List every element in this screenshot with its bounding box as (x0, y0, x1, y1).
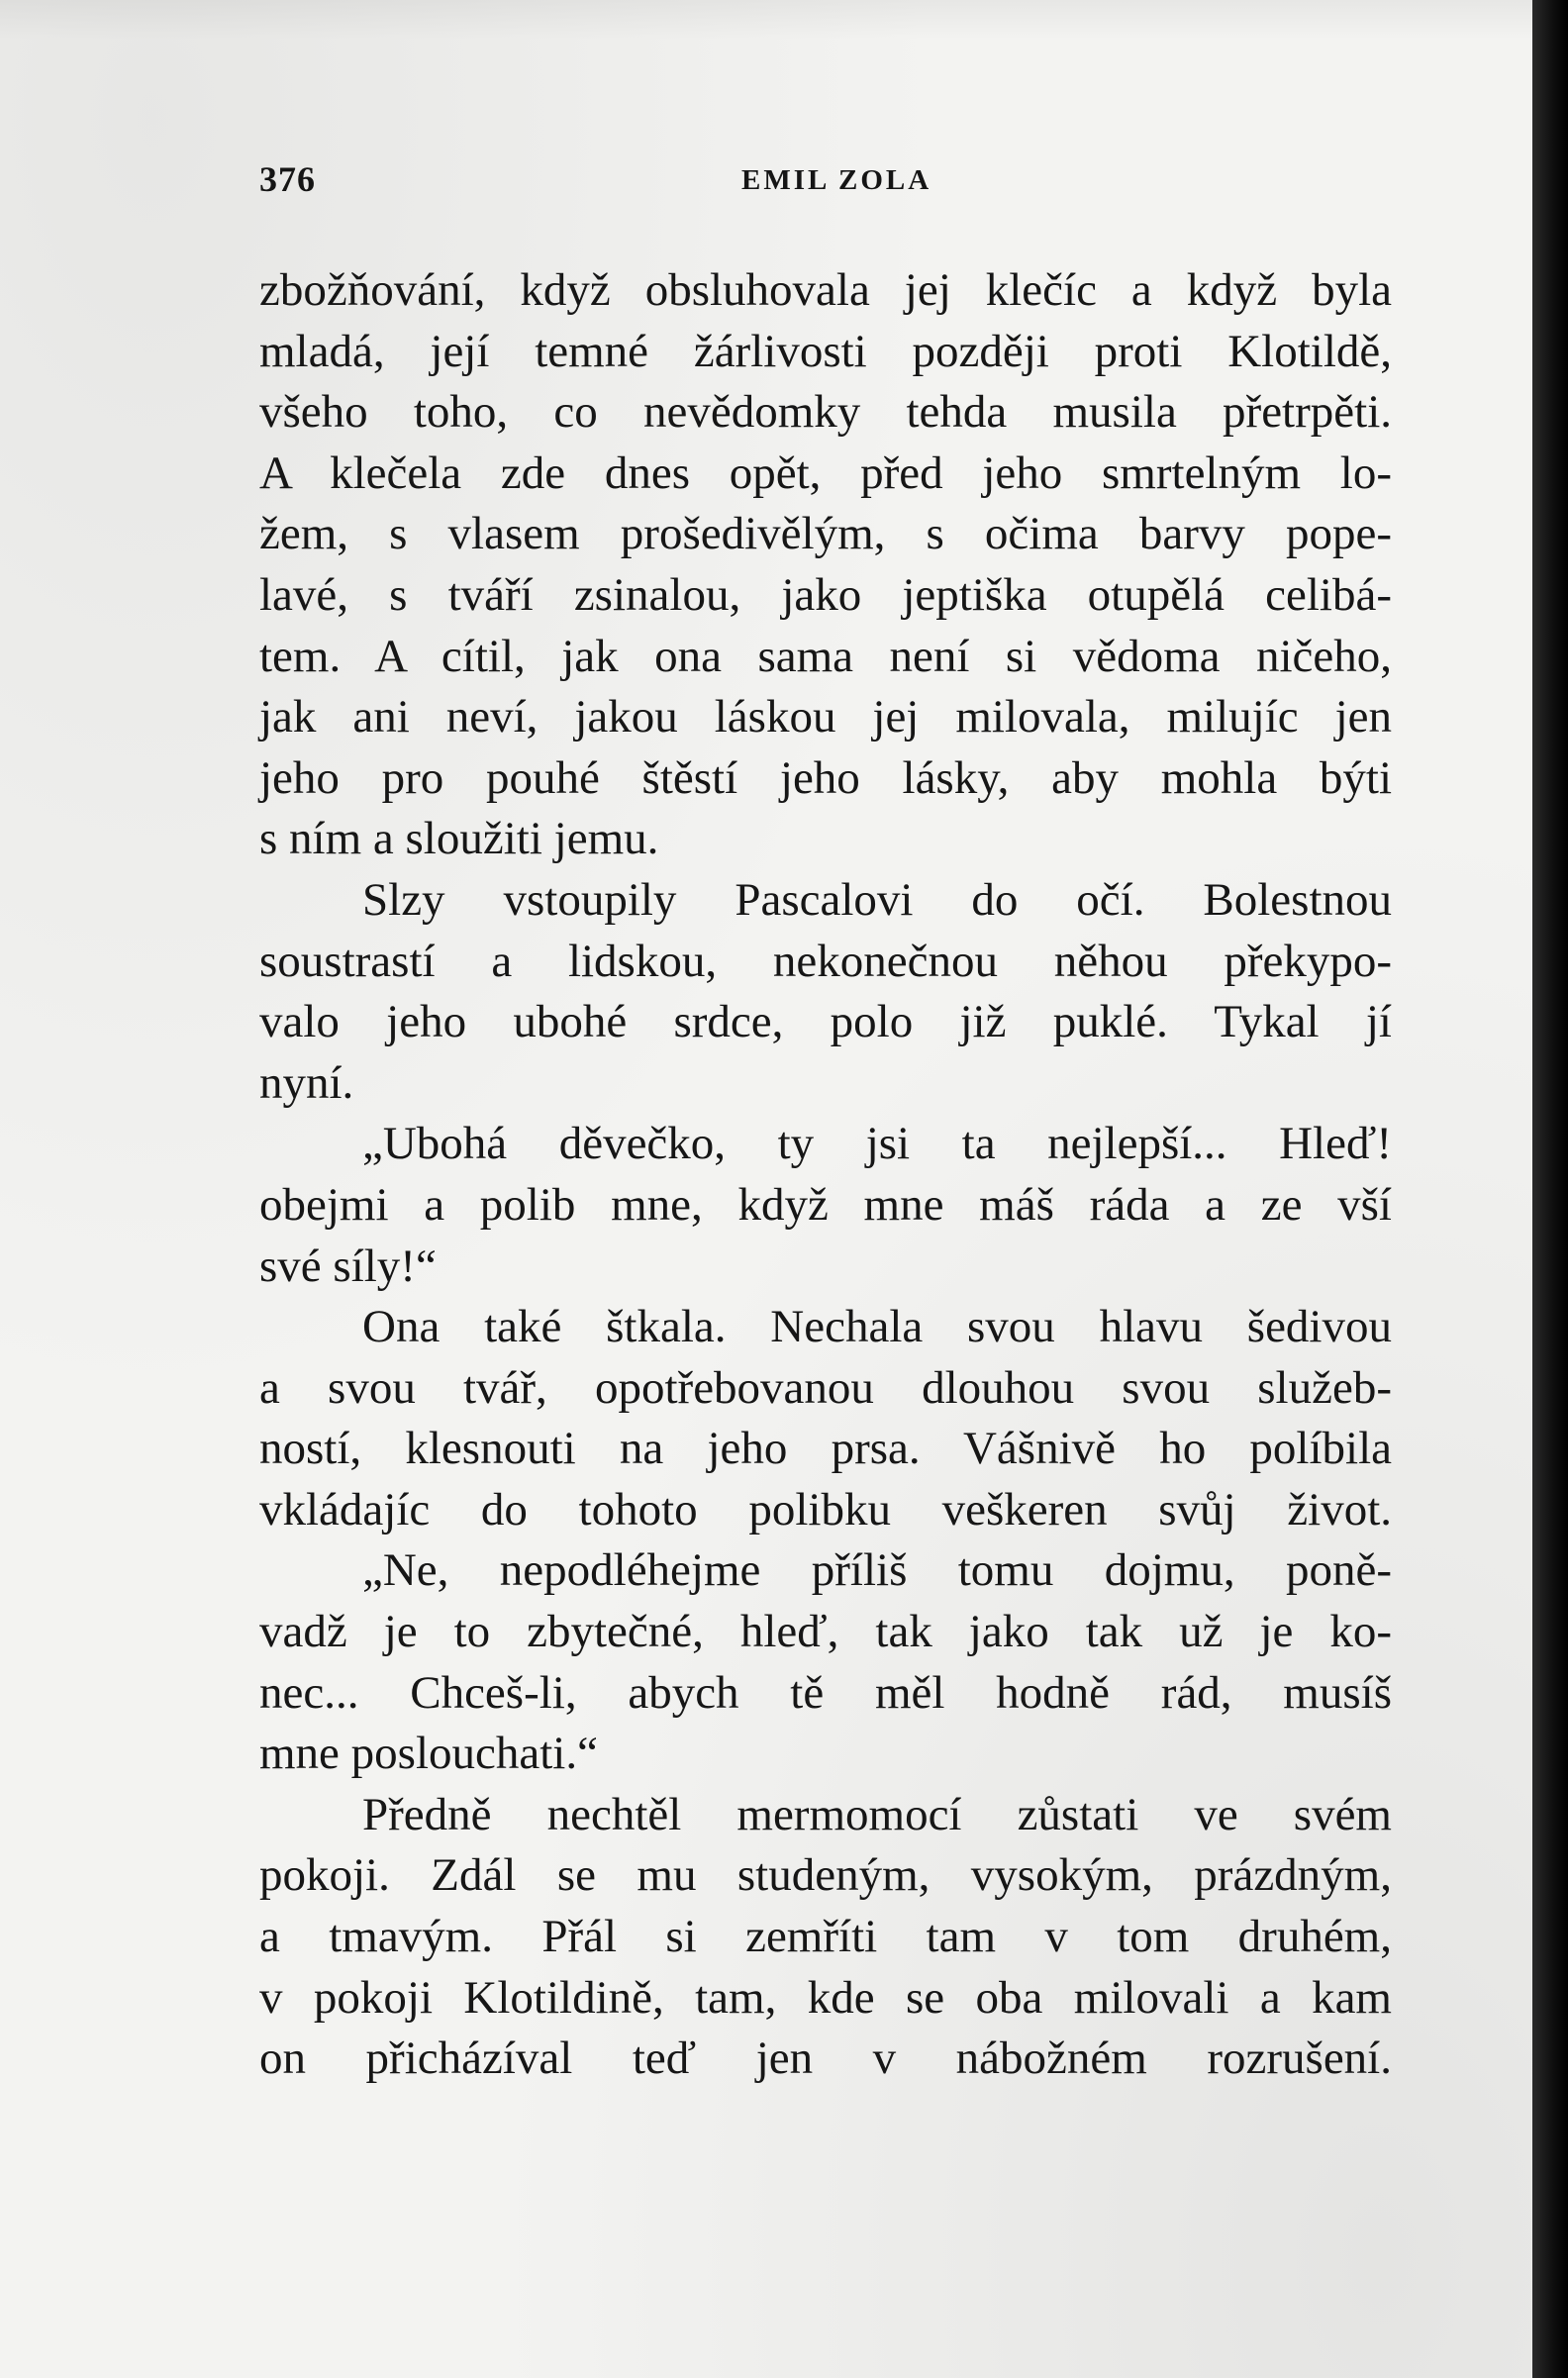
text-line: vadž je to zbytečné, hleď, tak jako tak už je ko- (259, 1606, 1392, 1658)
running-head: EMIL ZOLA (741, 164, 932, 196)
text-line: své síly!“ (259, 1239, 437, 1292)
text-line: a tmavým. Přál si zemříti tam v tom druhém, (259, 1911, 1392, 1963)
text-line: „Ne, nepodléhejme příliš tomu dojmu, poně- (362, 1544, 1392, 1597)
text-line: „Ubohá děvečko, ty jsi ta nejlepší... Hleď! (362, 1118, 1392, 1170)
text-line: vkládajíc do tohoto polibku veškeren svůj život. (259, 1483, 1392, 1536)
text-line: lavé, s tváří zsinalou, jako jeptiška otupělá celibá- (259, 568, 1392, 621)
text-line: tem. A cítil, jak ona sama není si vědoma ničeho, (259, 630, 1392, 682)
text-line: on přicházíval teď jen v nábožném rozrušení. (259, 2032, 1392, 2085)
text-line: obejmi a polib mne, když mne máš ráda a ze vší (259, 1178, 1392, 1231)
text-line: s ním a sloužiti jemu. (259, 813, 659, 865)
text-line: zbožňování, když obsluhovala jej klečíc a když byla (259, 264, 1392, 316)
text-line: ností, klesnouti na jeho prsa. Vášnivě ho políbila (259, 1423, 1392, 1475)
text-line: valo jeho ubohé srdce, polo již puklé. Tykal jí (259, 996, 1392, 1048)
text-line: v pokoji Klotildině, tam, kde se oba milovali a kam (259, 1971, 1392, 2024)
body-text (259, 260, 1392, 2090)
text-line: Předně nechtěl mermomocí zůstati ve svém (362, 1788, 1392, 1840)
page-number: 376 (259, 159, 316, 199)
text-line: Ona také štkala. Nechala svou hlavu šedivou (362, 1301, 1392, 1353)
text-line: mne poslouchati.“ (259, 1728, 598, 1780)
text-line: pokoji. Zdál se mu studeným, vysokým, prázdným, (259, 1849, 1392, 1902)
page-header (259, 158, 1388, 208)
text-line: nec... Chceš-li, abych tě měl hodně rád, musíš (259, 1666, 1392, 1719)
text-line: soustrastí a lidskou, nekonečnou něhou překypo- (259, 935, 1392, 987)
text-line: Slzy vstoupily Pascalovi do očí. Bolestnou (362, 873, 1392, 926)
text-line: nyní. (259, 1056, 354, 1109)
text-line: a svou tvář, opotřebovanou dlouhou svou služeb- (259, 1361, 1392, 1414)
text-line: všeho toho, co nevědomky tehda musila přetrpěti. (259, 386, 1392, 439)
text-line: žem, s vlasem prošedivělým, s očima barvy pope- (259, 508, 1392, 560)
scan-edge-shadow (1532, 0, 1568, 2378)
text-line: A klečela zde dnes opět, před jeho smrtelným lo- (259, 446, 1392, 499)
text-line: mladá, její temné žárlivosti později proti Klotildě, (259, 325, 1392, 377)
text-line: jeho pro pouhé štěstí jeho lásky, aby mohla býti (259, 751, 1392, 804)
text-line: jak ani neví, jakou láskou jej milovala, milujíc jen (259, 691, 1392, 743)
